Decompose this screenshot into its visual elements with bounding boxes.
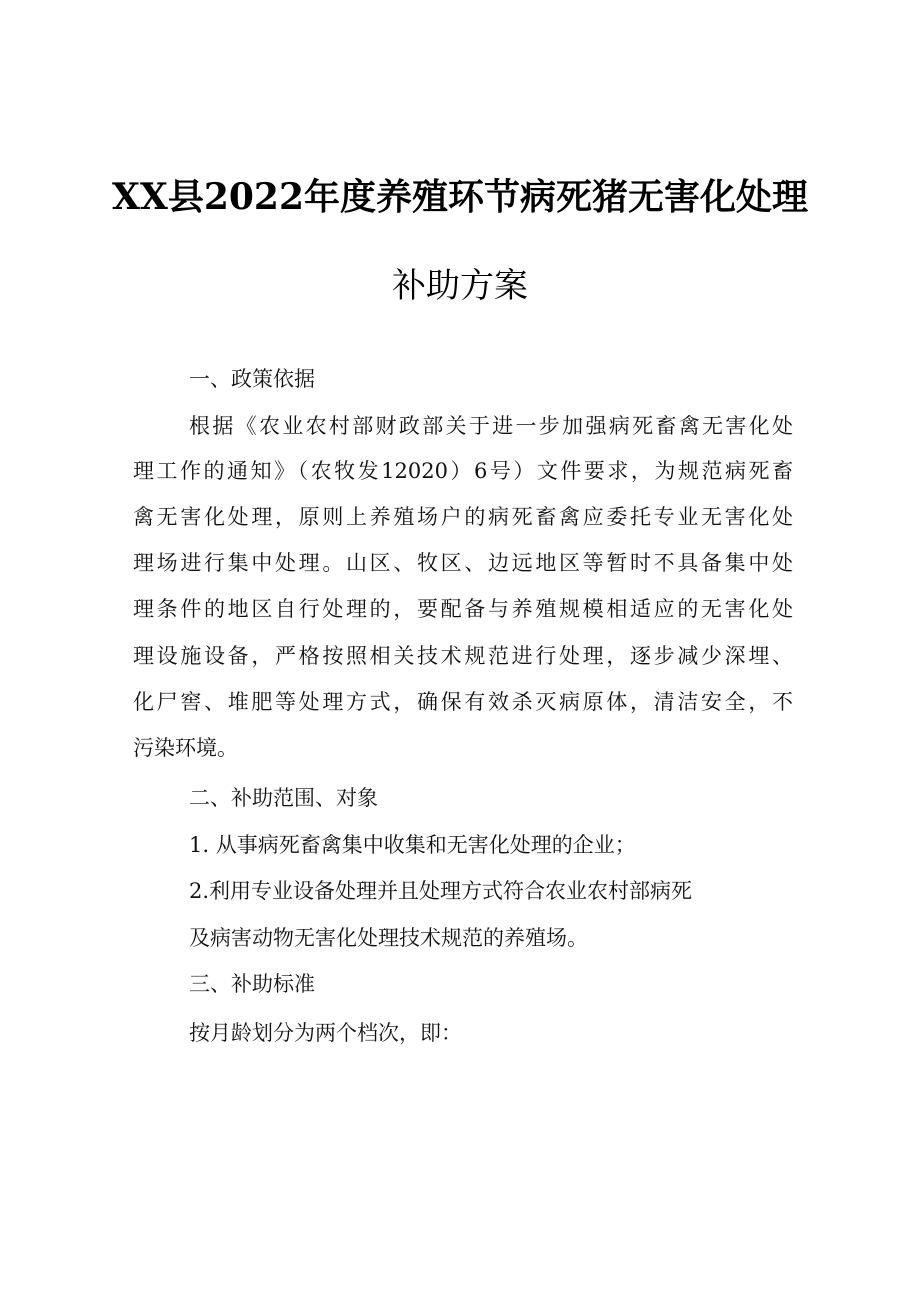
section-heading-policy-basis: 一、政策依据: [189, 367, 315, 391]
document-title-line-1: XX县2022年度养殖环节病死猪无害化处理: [111, 176, 809, 218]
paragraph-line: 理设施设备，严格按照相关技术规范进行处理，逐步减少深埋、: [133, 644, 793, 668]
list-item-continuation: 及病害动物无害化处理技术规范的养殖场。: [189, 926, 588, 950]
paragraph-line: 按月龄划分为两个档次，即：: [189, 1021, 462, 1045]
section-heading-standard: 三、补助标准: [189, 972, 315, 996]
paragraph-line: 理工作的通知》（农牧发12020）6号）文件要求，为规范病死畜: [133, 459, 793, 483]
paragraph-line: 理场进行集中处理。山区、牧区、边远地区等暂时不具备集中处: [133, 551, 793, 575]
paragraph-line: 化尸窖、堆肥等处理方式，确保有效杀灭病原体，清洁安全，不: [133, 690, 793, 714]
list-item: 2.利用专业设备处理并且处理方式符合农业农村部病死: [189, 879, 693, 903]
paragraph-line: 污染环境。: [133, 736, 238, 760]
list-item: 1. 从事病死畜禽集中收集和无害化处理的企业；: [189, 833, 636, 857]
document-title-line-2: 补助方案: [392, 266, 528, 306]
paragraph-line: 禽无害化处理，原则上养殖场户的病死畜禽应委托专业无害化处: [133, 505, 793, 529]
paragraph-line: 理条件的地区自行处理的，要配备与养殖规模相适应的无害化处: [133, 597, 793, 621]
section-heading-scope: 二、补助范围、对象: [189, 786, 378, 810]
paragraph-line: 根据《农业农村部财政部关于进一步加强病死畜禽无害化处: [189, 414, 793, 438]
